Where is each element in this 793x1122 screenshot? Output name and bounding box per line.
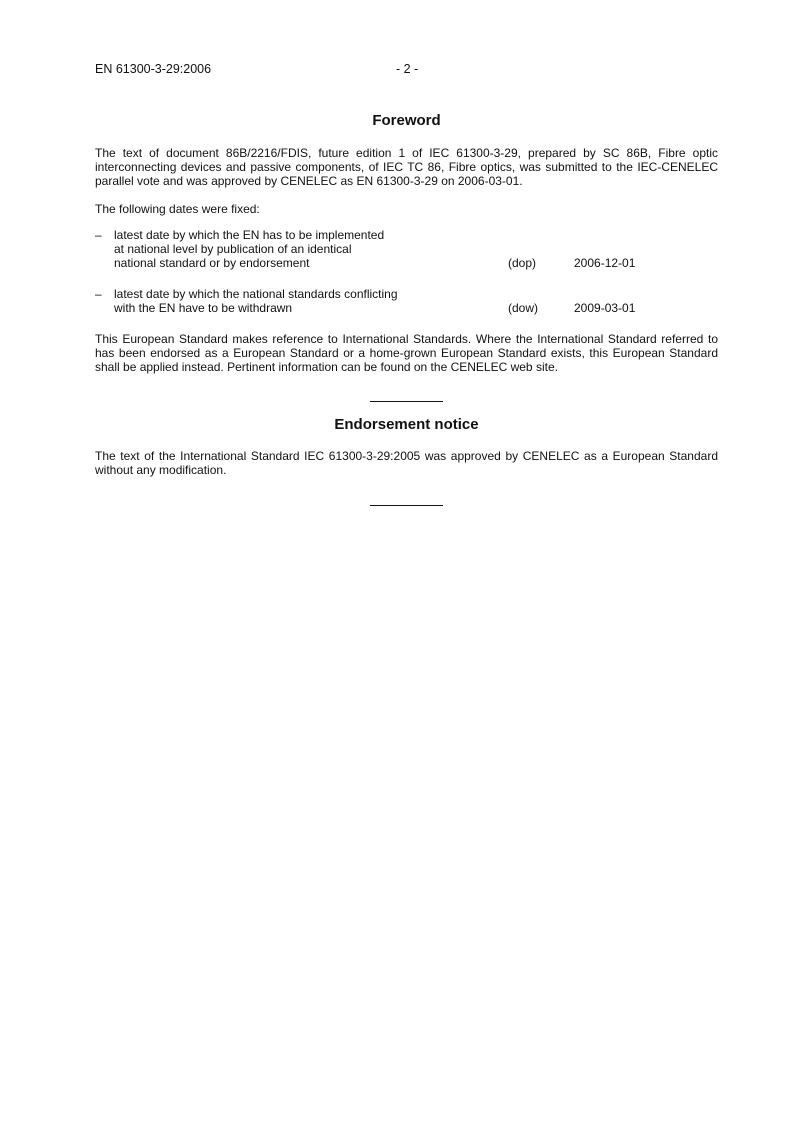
section-divider [370,505,443,506]
page-content [95,112,718,506]
document-number: EN 61300-3-29:2006 [95,62,212,76]
section-divider [370,401,443,402]
endorsement-title: Endorsement notice [334,416,479,433]
foreword-title: Foreword [372,112,441,129]
date-abbreviation: (dop) [508,256,537,270]
date-item-dop [95,228,718,270]
page-number: - 2 - [396,62,419,76]
date-description-line: latest date by which the EN has to be implemented [114,228,385,242]
date-description-line: with the EN have to be withdrawn [114,301,293,315]
date-item-dow [95,287,718,315]
dates-list [95,228,718,315]
date-description [114,287,474,315]
endorsement-text: The text of the International Standard IEC 61300-3-29:2005 was approved by CENELEC as a European Standard without any modification. [95,449,718,477]
date-description-line: national standard or by endorsement [114,256,310,270]
date-description-line: at national level by publication of an identical [114,242,352,256]
foreword-paragraph-2: This European Standard makes reference to International Standards. Where the International Standard referred to has been endorsed as a European Standard or a home-grown European Standard exists, this European Standard shall be applied instead. Pertinent information can be found on the CENELEC web site. [95,332,718,374]
dates-intro: The following dates were fixed: [95,202,260,216]
foreword-paragraph-1: The text of document 86B/2216/FDIS, future edition 1 of IEC 61300-3-29, prepared by SC 86B, Fibre optic interconnecting devices and passive components, of IEC TC 86, Fibre optics, was submitted to the IEC-CENELEC parallel vote and was approved by CENELEC as EN 61300-3-29 on 2006-03-01. [95,146,718,188]
date-value: 2009-03-01 [574,301,636,315]
date-description-line: latest date by which the national standards conflicting [114,287,398,301]
date-value: 2006-12-01 [574,256,636,270]
dash-bullet: – [95,228,102,242]
date-abbreviation: (dow) [508,301,539,315]
dash-bullet: – [95,287,102,301]
date-description [114,228,474,270]
